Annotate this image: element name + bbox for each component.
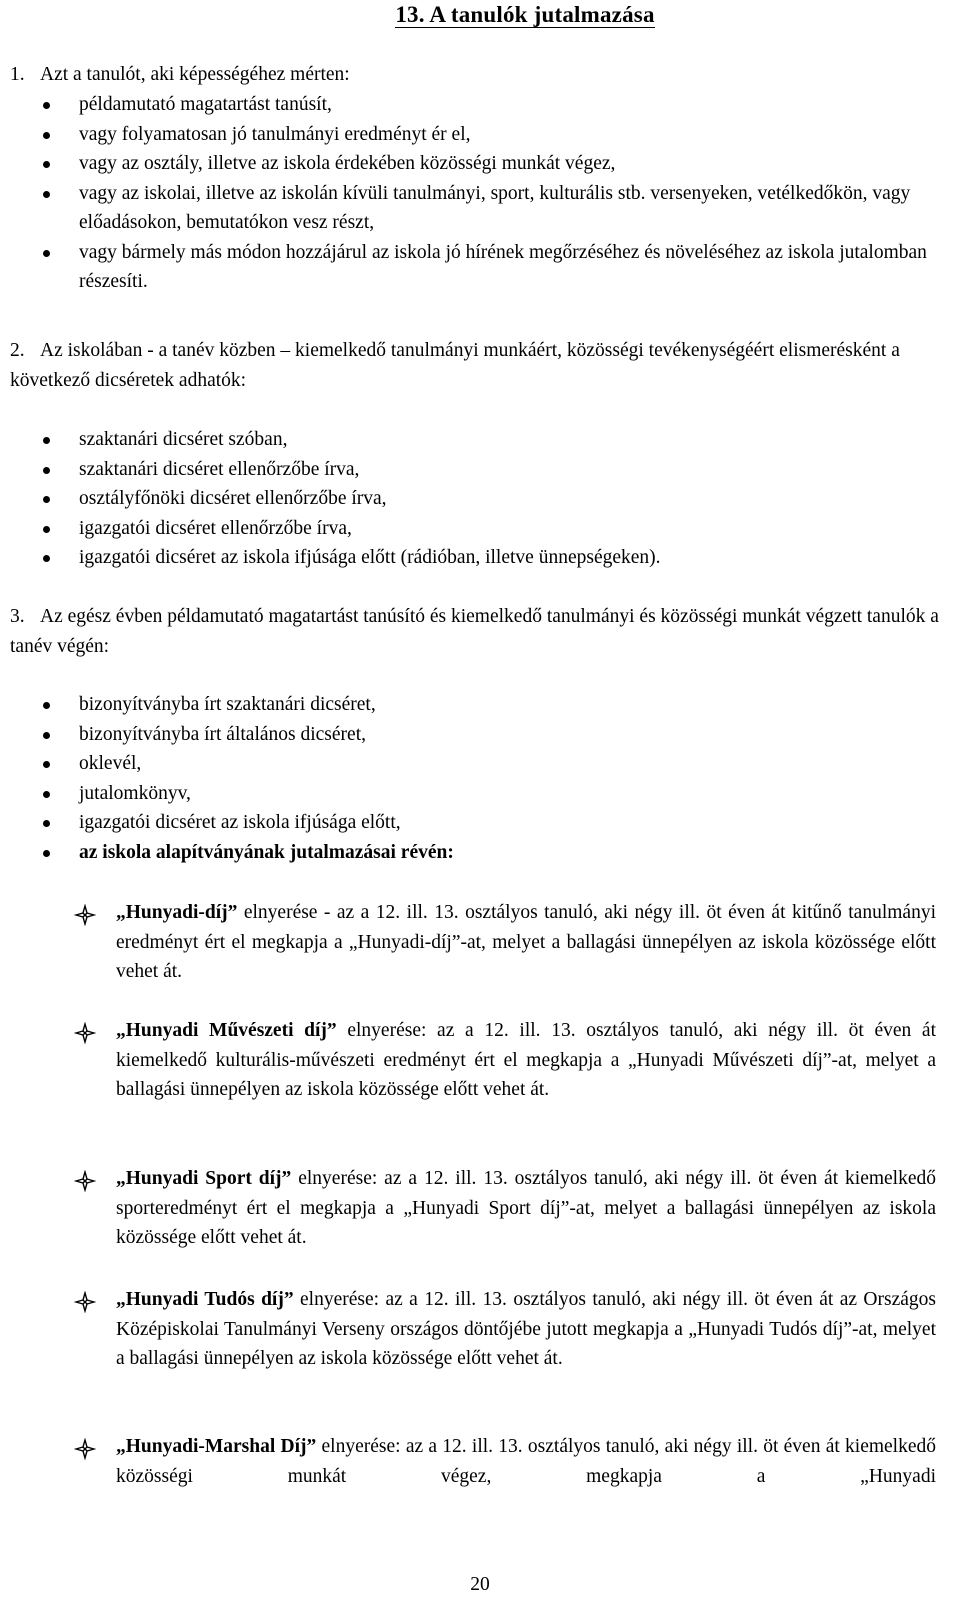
list-item: vagy az osztály, illetve az iskola érdekében közösségi munkát végez,: [40, 149, 940, 179]
list-item: jutalomkönyv,: [40, 779, 940, 809]
bullet-icon: [43, 526, 50, 533]
section-1-list: [40, 90, 940, 297]
section-3-intro: 3. Az egész évben példamutató magatartást tanúsító és kiemelkedő tanulmányi és közösségi munkát végzett tanulók a tanév végén:: [10, 606, 939, 657]
bullet-icon: [43, 820, 50, 827]
bullet-icon: [43, 702, 50, 709]
list-item: szaktanári dicséret szóban,: [40, 425, 940, 455]
list-item: vagy bármely más módon hozzájárul az iskola jó hírének megőrzéséhez és növeléséhez az iskola jutalomban részesíti.: [40, 238, 940, 297]
award-hunyadi-dij: „Hunyadi-díj” elnyerése - az a 12. ill. 13. osztályos tanuló, aki négy ill. öt éven át kitűnő tanulmányi eredményt ért el megkapja a „Hunyadi-díj”-at, melyet a ballagási ünnepélyen az iskola közössége előtt vehet át.: [78, 898, 936, 987]
diamond-bullet-icon: [74, 1170, 96, 1192]
bullet-icon: [43, 132, 50, 139]
bullet-icon: [43, 102, 50, 109]
list-item: igazgatói dicséret az iskola ifjúsága előtt (rádióban, illetve ünnepségeken).: [40, 543, 940, 573]
diamond-bullet-icon: [74, 1438, 96, 1460]
page-number: 20: [470, 1574, 490, 1595]
bullet-icon: [43, 761, 50, 768]
list-item: bizonyítványba írt általános dicséret,: [40, 720, 940, 750]
section-1-intro: 1. Azt a tanulót, aki képességéhez mérten:: [10, 64, 350, 85]
list-item: az iskola alapítványának jutalmazásai révén:: [40, 838, 940, 868]
award-hunyadi-marshal-dij: „Hunyadi-Marshal Díj” elnyerése: az a 12. ill. 13. osztályos tanuló, aki négy ill. öt éven át kiemelkedő közösségi munkát végez, megkapja a „Hunyadi: [78, 1432, 936, 1491]
diamond-bullet-icon: [74, 1291, 96, 1313]
list-item: vagy az iskolai, illetve az iskolán kívüli tanulmányi, sport, kulturális stb. versenyeken, vetélkedőkön, vagy előadásokon, bemutatókon vesz részt,: [40, 179, 940, 238]
bullet-icon: [43, 250, 50, 257]
award-hunyadi-tudos-dij: „Hunyadi Tudós díj” elnyerése: az a 12. ill. 13. osztályos tanuló, aki négy ill. öt éven át az Országos Középiskolai Tanulmányi Verseny országos döntőjébe jutott megkapja a „Hunyadi Tudós díj”-at, melyet a ballagási ünnepélyen az iskola közössége előtt vehet át.: [78, 1285, 936, 1374]
bullet-icon: [43, 191, 50, 198]
diamond-bullet-icon: [74, 904, 96, 926]
bullet-icon: [43, 437, 50, 444]
section-3-list: [40, 690, 940, 867]
award-hunyadi-sport-dij: „Hunyadi Sport díj” elnyerése: az a 12. ill. 13. osztályos tanuló, aki négy ill. öt éven át kiemelkedő sporteredményt ért el megkapja a „Hunyadi Sport díj”-at, melyet a ballagási ünnepélyen az iskola közössége előtt vehet át.: [78, 1164, 936, 1253]
bullet-icon: [43, 161, 50, 168]
bullet-icon: [43, 850, 50, 857]
bullet-icon: [43, 467, 50, 474]
section-title: 13. A tanulók jutalmazása: [395, 2, 655, 27]
list-item: osztályfőnöki dicséret ellenőrzőbe írva,: [40, 484, 940, 514]
bullet-icon: [43, 732, 50, 739]
diamond-bullet-icon: [74, 1022, 96, 1044]
bullet-icon: [43, 496, 50, 503]
bullet-icon: [43, 555, 50, 562]
list-item: példamutató magatartást tanúsít,: [40, 90, 940, 120]
bullet-icon: [43, 791, 50, 798]
list-item: bizonyítványba írt szaktanári dicséret,: [40, 690, 940, 720]
section-2-list: [40, 425, 940, 573]
award-hunyadi-muveszeti-dij: „Hunyadi Művészeti díj” elnyerése: az a 12. ill. 13. osztályos tanuló, aki négy ill. öt éven át kiemelkedő kulturális-művészeti eredményt ért el megkapja a „Hunyadi Művészeti díj”-at, melyet a ballagási ünnepélyen az iskola közössége előtt vehet át.: [78, 1016, 936, 1105]
list-item: igazgatói dicséret az iskola ifjúsága előtt,: [40, 808, 940, 838]
list-item: oklevél,: [40, 749, 940, 779]
list-item: igazgatói dicséret ellenőrzőbe írva,: [40, 514, 940, 544]
list-item: szaktanári dicséret ellenőrzőbe írva,: [40, 455, 940, 485]
section-2-intro: 2. Az iskolában - a tanév közben – kiemelkedő tanulmányi munkáért, közösségi tevékenységéért elismerésként a következő dicséretek adhatók:: [10, 340, 900, 391]
list-item: vagy folyamatosan jó tanulmányi eredményt ér el,: [40, 120, 940, 150]
